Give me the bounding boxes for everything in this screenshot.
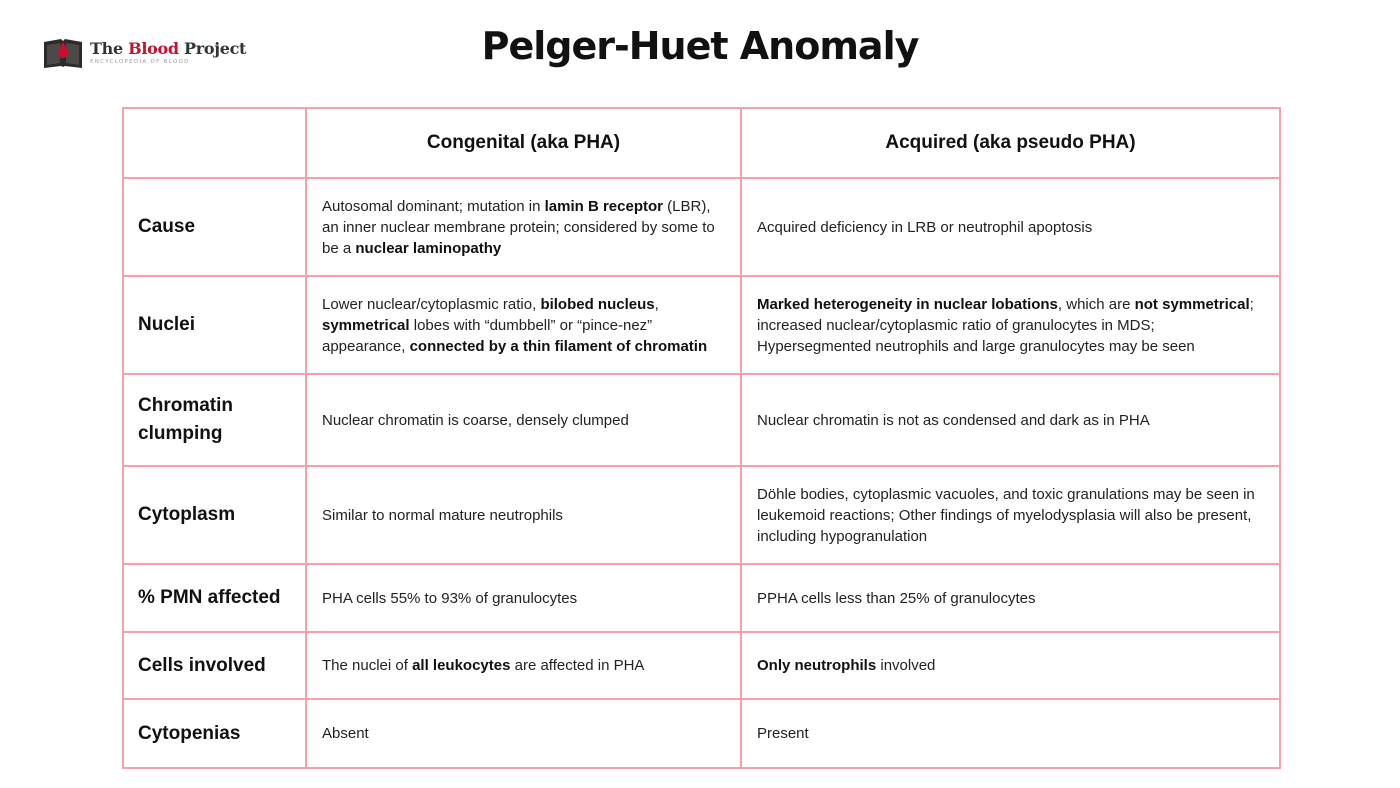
logo-tagline: ENCYCLOPEDIA OF BLOOD xyxy=(90,59,190,65)
acquired-cell: PPHA cells less than 25% of granulocytes xyxy=(741,564,1280,632)
acquired-cell: Döhle bodies, cytoplasmic vacuoles, and toxic granulations may be seen in leukemoid reactions; Other findings of myelodysplasia will also be present, including hypogranulation xyxy=(741,466,1280,564)
row-label: % PMN affected xyxy=(123,564,306,632)
row-label: Cytoplasm xyxy=(123,466,306,564)
table-row xyxy=(123,178,1280,276)
header-empty xyxy=(123,108,306,178)
acquired-cell: Marked heterogeneity in nuclear lobations, which are not symmetrical; increased nuclear/cytoplasmic ratio of granulocytes in MDS; Hypersegmented neutrophils and large granulocytes may be seen xyxy=(741,276,1280,374)
acquired-cell: Only neutrophils involved xyxy=(741,632,1280,699)
header-congenital: Congenital (aka PHA) xyxy=(306,108,741,178)
congenital-cell: Nuclear chromatin is coarse, densely clumped xyxy=(306,374,741,466)
congenital-cell: PHA cells 55% to 93% of granulocytes xyxy=(306,564,741,632)
table-row xyxy=(123,374,1280,466)
congenital-cell: The nuclei of all leukocytes are affected in PHA xyxy=(306,632,741,699)
row-label: Cause xyxy=(123,178,306,276)
congenital-cell: Lower nuclear/cytoplasmic ratio, bilobed nucleus, symmetrical lobes with “dumbbell” or “pince-nez” appearance, connected by a thin filament of chromatin xyxy=(306,276,741,374)
congenital-cell: Absent xyxy=(306,699,741,768)
acquired-cell: Acquired deficiency in LRB or neutrophil apoptosis xyxy=(741,178,1280,276)
logo-name: The Blood Project xyxy=(90,39,247,58)
header-acquired: Acquired (aka pseudo PHA) xyxy=(741,108,1280,178)
row-label: Chromatin clumping xyxy=(123,374,306,466)
table-row xyxy=(123,564,1280,632)
table-header-row xyxy=(123,108,1280,178)
comparison-table xyxy=(122,107,1281,769)
row-label: Nuclei xyxy=(123,276,306,374)
acquired-cell: Present xyxy=(741,699,1280,768)
table-row xyxy=(123,632,1280,699)
row-label: Cytopenias xyxy=(123,699,306,768)
congenital-cell: Similar to normal mature neutrophils xyxy=(306,466,741,564)
acquired-cell: Nuclear chromatin is not as condensed and dark as in PHA xyxy=(741,374,1280,466)
table-row xyxy=(123,276,1280,374)
table-row xyxy=(123,699,1280,768)
row-label: Cells involved xyxy=(123,632,306,699)
table-row xyxy=(123,466,1280,564)
congenital-cell: Autosomal dominant; mutation in lamin B receptor (LBR), an inner nuclear membrane protein; considered by some to be a nuclear laminopathy xyxy=(306,178,741,276)
page-title: Pelger-Huet Anomaly xyxy=(481,24,919,68)
